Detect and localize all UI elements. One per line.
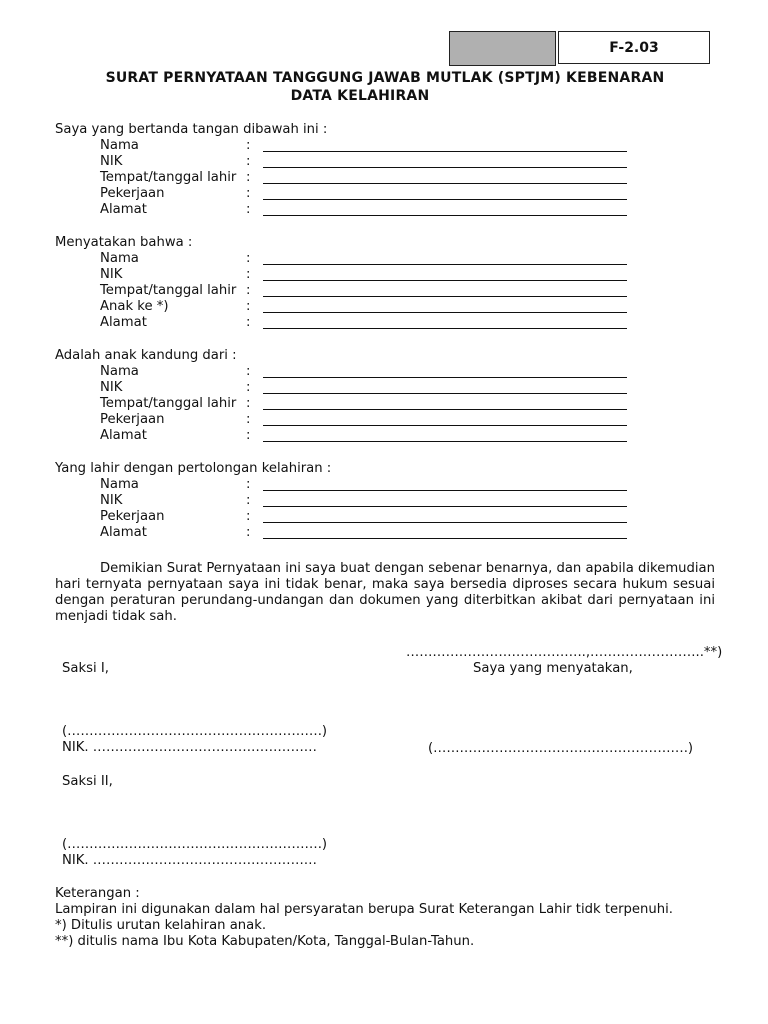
section-heading-birth-assistant: Yang lahir dengan pertolongan kelahiran : <box>55 461 332 476</box>
place-date-line: …………………………………..,……………………..**) <box>406 645 723 660</box>
declaration-paragraph <box>55 561 715 625</box>
colon: : <box>246 525 251 540</box>
section-heading-parent: Adalah anak kandung dari : <box>55 348 237 363</box>
fill-line <box>263 183 627 184</box>
form-code: F-2.03 <box>558 31 710 64</box>
field-label: Tempat/tanggal lahir <box>100 170 237 185</box>
field-label: Nama <box>100 364 139 379</box>
field-label: Alamat <box>100 202 147 217</box>
fill-line <box>263 409 627 410</box>
witness2-label: Saksi II, <box>62 774 113 789</box>
fill-line <box>263 538 627 539</box>
fill-line <box>263 328 627 329</box>
colon: : <box>246 477 251 492</box>
colon: : <box>246 202 251 217</box>
fill-line <box>263 280 627 281</box>
fill-line <box>263 199 627 200</box>
document-title-line2: DATA KELAHIRAN <box>290 88 430 104</box>
witness1-nik-line: NIK. …………………………………………… <box>62 740 317 755</box>
colon: : <box>246 283 251 298</box>
field-label: NIK <box>100 493 123 508</box>
declaration-text: Demikian Surat Pernyataan ini saya buat dengan sebenar benarnya, dan apabila dikemudian hari ternyata pernyataan saya ini tidak benar, maka saya bersedia diproses secara hukum sesuai dengan peraturan perundang-undangan dan dokumen yang diterbitkan akibat dari pernyataan ini menjadi tidak sah. <box>55 561 715 624</box>
field-label: Alamat <box>100 525 147 540</box>
field-label: Pekerjaan <box>100 509 165 524</box>
fill-line <box>263 296 627 297</box>
fill-line <box>263 167 627 168</box>
fill-line <box>263 425 627 426</box>
fill-line <box>263 490 627 491</box>
witness1-label: Saksi I, <box>62 661 109 676</box>
fill-line <box>263 377 627 378</box>
colon: : <box>246 267 251 282</box>
field-label: Alamat <box>100 315 147 330</box>
notes-line-2: *) Ditulis urutan kelahiran anak. <box>55 918 267 933</box>
colon: : <box>246 251 251 266</box>
field-label: Nama <box>100 251 139 266</box>
fill-line <box>263 506 627 507</box>
colon: : <box>246 493 251 508</box>
field-label: Pekerjaan <box>100 412 165 427</box>
field-label: Nama <box>100 477 139 492</box>
field-label: NIK <box>100 267 123 282</box>
colon: : <box>246 364 251 379</box>
field-label: Pekerjaan <box>100 186 165 201</box>
colon: : <box>246 170 251 185</box>
field-label: Alamat <box>100 428 147 443</box>
fill-line <box>263 522 627 523</box>
fill-line <box>263 312 627 313</box>
field-label: Tempat/tanggal lahir <box>100 283 237 298</box>
section-heading-child: Menyatakan bahwa : <box>55 235 193 250</box>
notes-heading: Keterangan : <box>55 886 140 901</box>
declarant-name-line: (………………………………………………….) <box>428 741 694 756</box>
colon: : <box>246 299 251 314</box>
witness2-name-line: (………………………………………………….) <box>62 837 328 852</box>
witness2-nik-line: NIK. …………………………………………… <box>62 853 317 868</box>
document-title-line1: SURAT PERNYATAAN TANGGUNG JAWAB MUTLAK (SPTJM) KEBENARAN <box>105 70 665 86</box>
colon: : <box>246 428 251 443</box>
colon: : <box>246 186 251 201</box>
colon: : <box>246 509 251 524</box>
witness1-name-line: (………………………………………………….) <box>62 724 328 739</box>
colon: : <box>246 396 251 411</box>
fill-line <box>263 151 627 152</box>
field-label: Tempat/tanggal lahir <box>100 396 237 411</box>
field-label: NIK <box>100 154 123 169</box>
field-label: NIK <box>100 380 123 395</box>
colon: : <box>246 315 251 330</box>
colon: : <box>246 138 251 153</box>
fill-line <box>263 441 627 442</box>
colon: : <box>246 380 251 395</box>
colon: : <box>246 412 251 427</box>
declarant-label: Saya yang menyatakan, <box>473 661 633 676</box>
section-heading-declarant: Saya yang bertanda tangan dibawah ini : <box>55 122 328 137</box>
fill-line <box>263 393 627 394</box>
fill-line <box>263 215 627 216</box>
notes-line-1: Lampiran ini digunakan dalam hal persyaratan berupa Surat Keterangan Lahir tidk terpenuhi. <box>55 902 673 917</box>
field-label: Nama <box>100 138 139 153</box>
colon: : <box>246 154 251 169</box>
field-label: Anak ke *) <box>100 299 169 314</box>
fill-line <box>263 264 627 265</box>
notes-line-3: **) ditulis nama Ibu Kota Kabupaten/Kota, Tanggal-Bulan-Tahun. <box>55 934 475 949</box>
header-gray-box <box>449 31 556 66</box>
